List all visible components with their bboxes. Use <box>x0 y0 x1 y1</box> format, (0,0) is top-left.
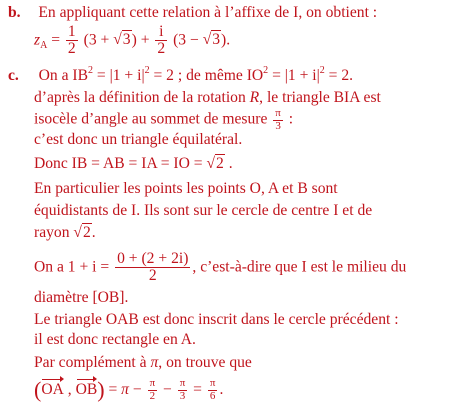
sqrt-argument: 3 <box>122 31 131 49</box>
fraction-pi-third <box>178 378 188 402</box>
comma: , <box>63 381 76 398</box>
text: = 2 ; de même IO <box>149 67 264 84</box>
fraction-numerator: i <box>155 24 167 41</box>
part-c-line-8 <box>34 224 96 243</box>
part-c-line-14 <box>34 377 223 403</box>
plus-sign: + <box>140 31 150 49</box>
fraction-numerator: 1 <box>67 23 76 40</box>
close-paren: ) <box>221 31 227 49</box>
fraction-numerator: π <box>149 377 156 390</box>
text: diamètre [OB]. <box>34 289 129 306</box>
fraction-numerator: π <box>209 377 216 390</box>
open-paren: ( <box>34 377 42 402</box>
rotation-symbol: R <box>249 89 260 106</box>
part-b-label: b. <box>8 4 21 21</box>
exponent: 2 <box>263 64 269 76</box>
exponent: 2 <box>88 64 94 76</box>
part-c-line-7 <box>34 202 372 221</box>
text: rayon <box>34 224 74 241</box>
fraction-numerator: π <box>275 107 281 119</box>
sqrt-argument: 2 <box>82 224 91 241</box>
text: On a 1 + i = <box>34 258 114 276</box>
part-c-line-4 <box>34 131 242 150</box>
term-open-minus: (3 − <box>173 31 199 49</box>
part-c-line-1 <box>8 64 354 86</box>
z-subscript: A <box>40 40 48 52</box>
text: équidistants de I. Ils sont sur le cercle de centre I et de <box>34 202 373 219</box>
part-c-line-2 <box>34 89 381 108</box>
fraction-one-half <box>66 24 78 58</box>
text: = |1 + i| <box>93 67 145 84</box>
equals-sign: = <box>51 31 61 49</box>
text: isocèle d’angle au sommet de mesure <box>34 110 272 128</box>
text: c’est donc un triangle équilatéral. <box>34 131 243 148</box>
sqrt-argument: 2 <box>216 155 224 172</box>
part-c-label: c. <box>8 67 19 84</box>
text: = |1 + i| <box>268 67 320 84</box>
text: , le triangle BIA est <box>259 89 381 106</box>
text: . <box>224 155 233 172</box>
part-c-line-13 <box>34 354 252 373</box>
part-b-intro: En appliquant cette relation à l’affixe de I, on obtient : <box>38 4 378 21</box>
part-c-line-12 <box>34 331 196 350</box>
part-c-line-3 <box>34 108 293 132</box>
part-b-formula <box>34 24 230 58</box>
part-c-line-11 <box>34 311 399 330</box>
text: En particulier les points les points O, A et B sont <box>34 180 338 197</box>
exponent: 2 <box>144 64 150 76</box>
fraction-denominator: 6 <box>209 389 216 402</box>
minus-sign: − <box>128 381 146 398</box>
part-b-line-1 <box>8 4 377 23</box>
vector-oa <box>41 378 64 400</box>
text: Par complément à <box>34 354 151 371</box>
vector-ob <box>76 378 98 400</box>
fraction-denominator: 3 <box>179 389 186 402</box>
sqrt-three: √3 <box>202 31 221 49</box>
close-paren: ) <box>97 377 105 402</box>
equals-sign: = <box>104 381 122 398</box>
fraction-numerator: π <box>179 377 186 390</box>
fraction-i-half <box>155 24 167 58</box>
text: : <box>284 110 294 128</box>
text: Le triangle OAB est donc inscrit dans le cercle précédent : <box>34 311 399 328</box>
fraction-numerator: 0 + (2 + 2i) <box>117 250 189 267</box>
exponent: 2 <box>319 64 325 76</box>
fraction-denominator: 2 <box>148 267 157 285</box>
minus-sign: − <box>159 381 176 398</box>
fraction-pi-half <box>148 378 158 402</box>
fraction-pi-sixth <box>208 378 218 402</box>
text: Donc IB = AB = IA = IO = <box>34 155 207 172</box>
pi-symbol: π <box>150 354 159 371</box>
part-c-line-5 <box>34 155 233 174</box>
close-paren: ) <box>131 31 137 49</box>
fraction-denominator: 3 <box>275 119 281 132</box>
text: On a IB <box>38 67 89 84</box>
text: , c’est-à-dire que I est le milieu du <box>192 258 407 276</box>
equals-sign: = <box>189 381 206 398</box>
sqrt-argument: 3 <box>212 31 221 49</box>
fraction-midpoint <box>115 251 190 285</box>
text: , on trouve que <box>158 354 252 371</box>
fraction-denominator: 2 <box>67 40 76 58</box>
period: . <box>219 381 224 398</box>
vector-label: OA <box>41 381 64 398</box>
z-symbol: z <box>34 31 41 49</box>
text: . <box>91 224 96 241</box>
pi-symbol: π <box>121 381 129 398</box>
part-c-line-9 <box>34 251 406 285</box>
part-c-line-10 <box>34 289 128 308</box>
text: = 2. <box>324 67 354 84</box>
vector-label: OB <box>75 381 98 398</box>
fraction-denominator: 2 <box>149 389 156 402</box>
fraction-denominator: 2 <box>157 40 166 58</box>
fraction-pi-third <box>273 108 283 132</box>
sqrt-two: √2 <box>73 224 91 241</box>
text: il est donc rectangle en A. <box>34 331 196 348</box>
sqrt-two: √2 <box>206 155 224 172</box>
part-c-line-6 <box>34 180 338 199</box>
text: d’après la définition de la rotation <box>34 89 250 106</box>
period: . <box>226 31 231 49</box>
term-open-plus: (3 + <box>83 31 110 49</box>
sqrt-three: √3 <box>113 31 131 49</box>
